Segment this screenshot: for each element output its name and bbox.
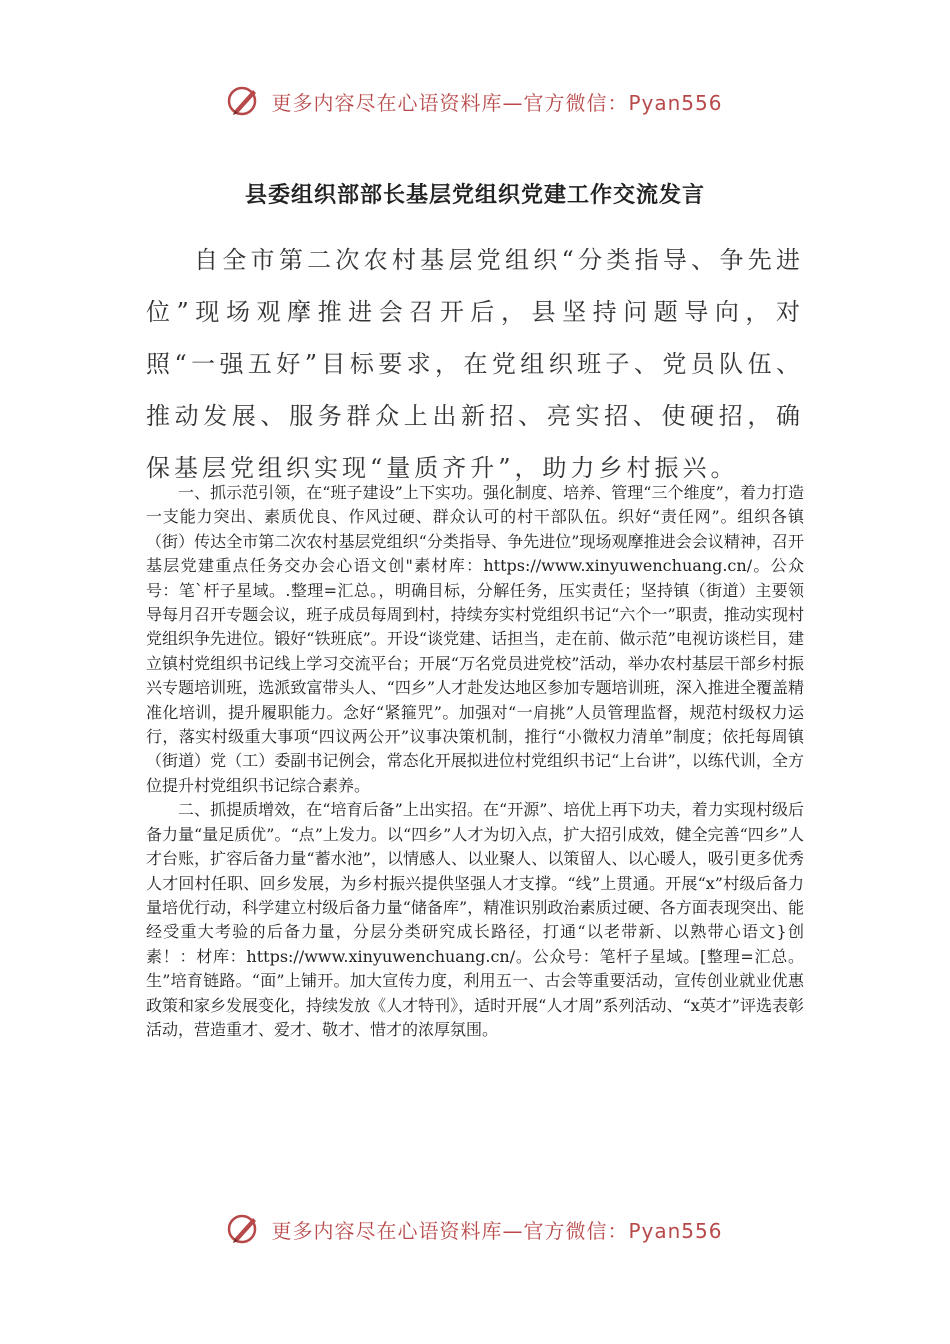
body-paragraph: 二、抓提质增效，在“培育后备”上出实招。在“开源”、培优上再下功夫，着力实现村级后备力量“量足质优”。“点”上发力。以“四乡”人才为切入点，扩大招引成效，健全完善“四乡”人才台账，扩容后备力量“蓄水池”，以情感人、以业聚人、以策留人、以心暖人，吸引更多优秀人才回村任职、回乡发展，为乡村振兴提供坚强人才支撑。“线”上贯通。开展“x”村级后备力量培优行动，科学建立村级后备力量“储备库”，精准识别政治素质过硬、各方面表现突出、能经受重大考验的后备力量，分层分类研究成长路径，打通“以老带新、以熟带心语文}创素！：材库：https://www.xinyuwenchuang.cn/。公众号：笔杆子星域。[整理=汇总。生”培育链路。“面”上铺开。加大宣传力度，利用五一、古会等重要活动，宣传创业就业优惠政策和家乡发展变化，持续发放《人才特刊》，适时开展“人才周”系列活动、“x英才”评选表彰活动，营造重才、爱才、敬才、惜才的浓厚氛围。	[146, 800, 804, 1039]
watermark-text: 更多内容尽在心语资料库—官方微信：Pyan556	[271, 1218, 723, 1243]
pen-logo-icon	[227, 84, 261, 118]
watermark-header	[0, 84, 950, 118]
watermark-text: 更多内容尽在心语资料库—官方微信：Pyan556	[271, 90, 723, 115]
body-paragraph: 一、抓示范引领，在“班子建设”上下实功。强化制度、培养、管理“三个维度”，着力打造一支能力突出、素质优良、作风过硬、群众认可的村干部队伍。织好“责任网”。组织各镇（街）传达全市第二次农村基层党组织“分类指导、争先进位”现场观摩推进会会议精神，召开基层党建重点任务交办会心语文创"素材库：https://www.xinyuwenchuang.cn/。公众号：笔`杆子星域。.整理=汇总。，明确目标，分解任务，压实责任；坚持镇（街道）主要领导每月召开专题会议，班子成员每周到村，持续夯实村党组织书记“六个一”职责，推动实现村党组织争先进位。锻好“铁班底”。开设“谈党建、话担当，走在前、做示范”电视访谈栏目，建立镇村党组织书记线上学习交流平台；开展“万名党员进党校”活动，举办农村基层干部乡村振兴专题培训班，选派致富带头人、“四乡”人才赴发达地区参加专题培训班，深入推进全覆盖精准化培训，提升履职能力。念好“紧箍咒”。加强对“一肩挑”人员管理监督，规范村级权力运行，落实村级重大事项“四议两公开”议事决策机制，推行“小微权力清单”制度；依托每周镇（街道）党（工）委副书记例会，常态化开展拟进位村党组织书记“上台讲”，以练代训，全方位提升村党组织书记综合素养。	[146, 483, 804, 795]
watermark-footer	[0, 1212, 950, 1246]
document-title: 县委组织部部长基层党组织党建工作交流发言	[244, 183, 705, 208]
intro-paragraph: 自全市第二次农村基层党组织“分类指导、争先进位”现场观摩推进会召开后，县坚持问题导向，对照“一强五好”目标要求，在党组织班子、党员队伍、推动发展、服务群众上出新招、亮实招、使硬招，确保基层党组织实现“量质齐升”，助力乡村振兴。	[146, 246, 804, 482]
pen-logo-icon	[227, 1212, 261, 1246]
document-body	[146, 481, 804, 1042]
